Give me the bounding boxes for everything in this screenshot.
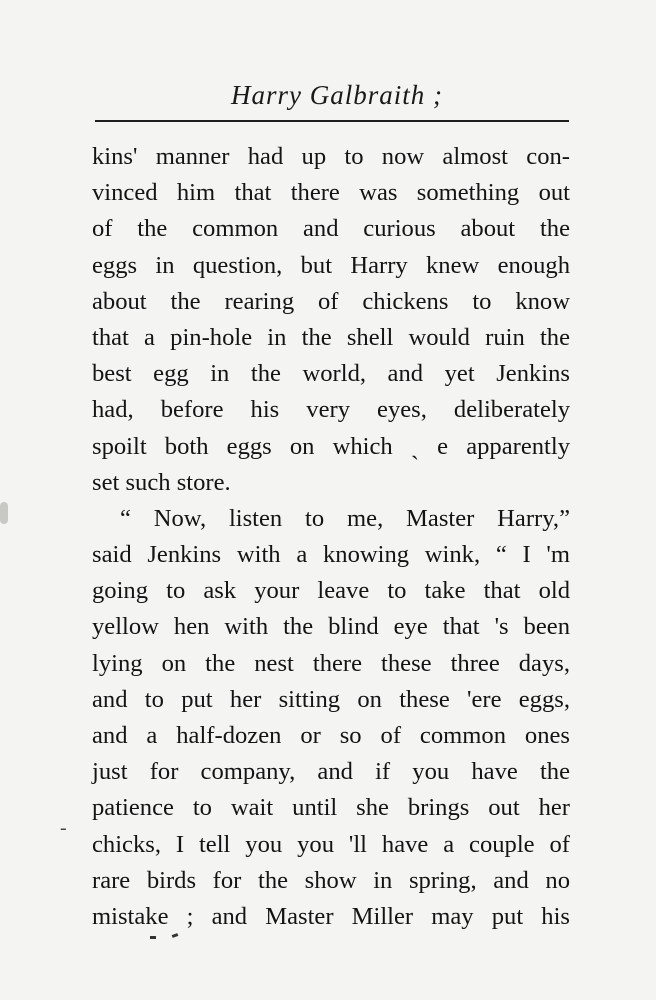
text-line: kins' manner had up to now almost con- — [92, 143, 570, 170]
body-text — [92, 139, 570, 935]
text-line: about the rearing of chickens to know — [92, 287, 570, 315]
text-line: spoilt both eggs on which ˎ e apparently — [92, 432, 570, 460]
text-line: set such store. — [92, 468, 231, 496]
text-line: chicks, I tell you you 'll have a couple of — [92, 830, 570, 858]
header-rule — [95, 120, 569, 122]
text-line: yellow hen with the blind eye that 's been — [92, 613, 570, 641]
text-line: patience to wait until she brings out her — [92, 794, 570, 822]
text-line: going to ask your leave to take that old — [92, 577, 570, 605]
text-line: just for company, and if you have the — [92, 758, 570, 786]
running-head: Harry Galbraith ; — [231, 80, 443, 110]
text-line: of the common and curious about the — [92, 215, 570, 243]
text-line: rare birds for the show in spring, and no — [92, 866, 570, 894]
text-line: and a half-dozen or so of common ones — [92, 722, 570, 749]
text-line: vinced him that there was something out — [92, 179, 570, 207]
text-line: and to put her sitting on these 'ere eggs, — [92, 685, 570, 713]
text-line: mistake ; and Master Miller may put his — [92, 902, 570, 930]
paragraph-start-line: “ Now, listen to me, Master Harry,” — [120, 504, 570, 532]
text-line: had, before his very eyes, deliberately — [92, 396, 570, 424]
text-line: lying on the nest there these three days, — [92, 649, 570, 677]
foot-mark — [150, 936, 156, 939]
text-line: that a pin-hole in the shell would ruin the — [92, 323, 570, 351]
foot-mark — [172, 933, 179, 938]
text-line: best egg in the world, and yet Jenkins — [92, 360, 570, 388]
scan-blot — [0, 502, 8, 524]
margin-mark: - — [60, 817, 67, 839]
text-line: eggs in question, but Harry knew enough — [92, 251, 570, 279]
text-line: said Jenkins with a knowing wink, “ I 'm — [92, 541, 570, 569]
